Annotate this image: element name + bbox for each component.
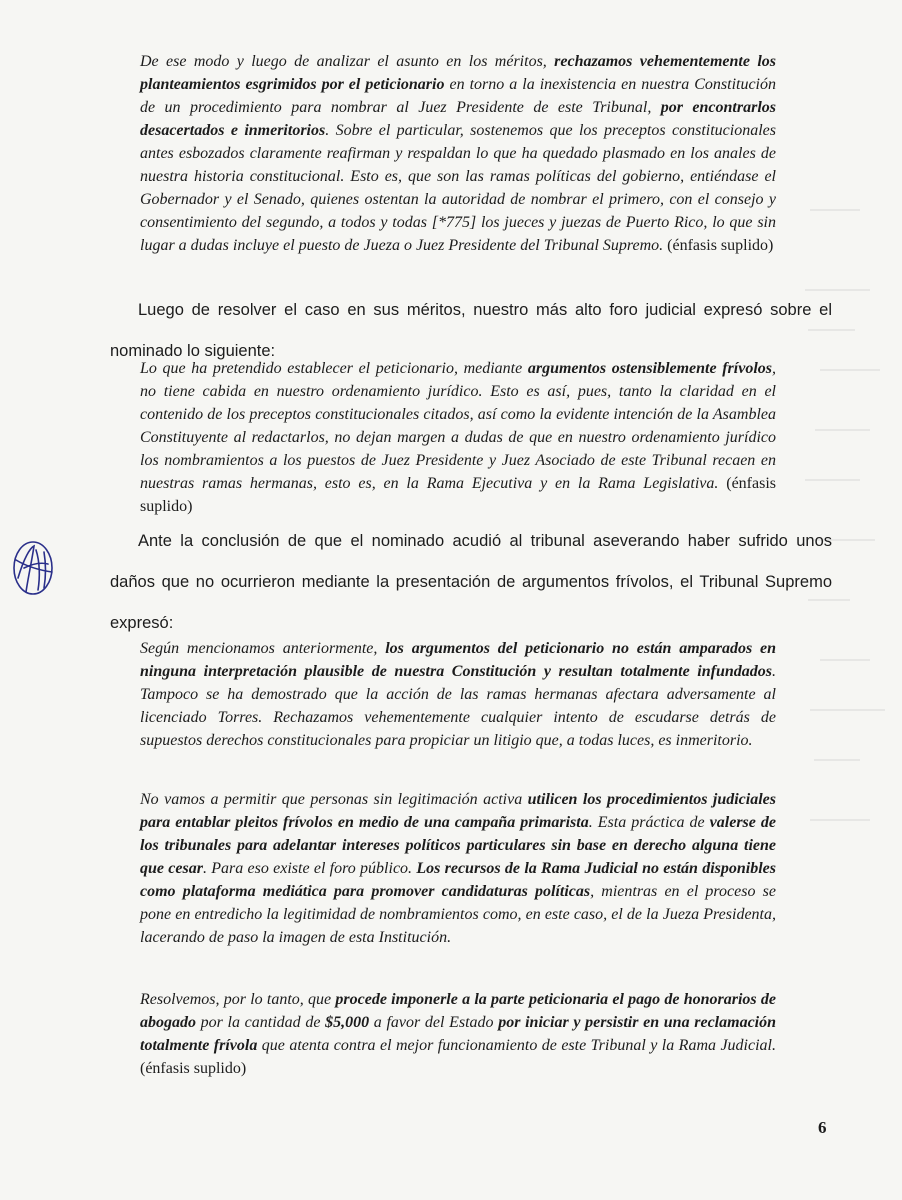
body-paragraph-1: Luego de resolver el caso en sus méritos, nuestro más alto foro judicial expresó sobre el nominado lo siguiente: — [110, 301, 832, 360]
block-quote-5: Resolvemos, por lo tanto, que procede imponerle a la parte peticionaria el pago de honorarios de abogado por la cantidad de $5,000 a favor del Estado por iniciar y persistir en una reclamación totalmente frívola que atenta contra el mejor funcionamiento de este Tribunal y la Rama Judicial. (énfasis suplido) — [140, 991, 777, 1077]
signature-initials — [10, 538, 56, 598]
bleed-through-marks — [800, 60, 900, 960]
block-quote-4: No vamos a permitir que personas sin legitimación activa utilicen los procedimientos judiciales para entablar pleitos frívolos en medio de una campaña primarista. Esta práctica de valerse de los tribunales para adelantar intereses políticos particulares sin base en derecho alguna tiene que cesar. Para eso existe el foro público. Los recursos de la Rama Judicial no están disponibles como plataforma mediática para promover candidaturas políticas, mientras en el proceso se pone en entredicho la legitimidad de nombramientos como, en este caso, el de la Jueza Presidenta, lacerando de paso la imagen de esta Institución. — [140, 791, 777, 946]
body-paragraph-2: Ante la conclusión de que el nominado acudió al tribunal aseverando haber sufrido unos daños que no ocurrieron mediante la presentación de argumentos frívolos, el Tribunal Supremo expresó: — [110, 532, 832, 632]
block-quote-3: Según mencionamos anteriormente, los argumentos del peticionario no están amparados en ninguna interpretación plausible de nuestra Constitución y resultan totalmente infundados. Tampoco se ha demostrado que la acción de las ramas hermanas afectara adversamente al licenciado Torres. Rechazamos vehementemente cualquier intento de escudarse detrás de supuestos derechos constitucionales para propiciar un litigio que, a todas luces, es inmeritorio. — [140, 640, 776, 749]
block-quote-2: Lo que ha pretendido establecer el peticionario, mediante argumentos ostensiblemente frívolos, no tiene cabida en nuestro ordenamiento jurídico. Esto es así, pues, tanto la claridad en el contenido de los preceptos constitucionales citados, así como la evidente intención de la Asamblea Constituyente al redactarlos, no dejan margen a dudas de que en nuestro ordenamiento jurídico los nombramientos a los puestos de Juez Presidente y Juez Asociado de este Tribunal recaen en nuestras ramas hermanas, esto es, en la Rama Ejecutiva y en la Rama Legislativa. (énfasis suplido) — [140, 360, 776, 515]
emphasis-note: (énfasis suplido) — [663, 237, 774, 254]
page-number: 6 — [818, 1118, 827, 1137]
emphasis-note: (énfasis suplido) — [140, 475, 776, 515]
block-quote-1: De ese modo y luego de analizar el asunto en los méritos, rechazamos vehementemente los planteamientos esgrimidos por el peticionario en torno a la inexistencia en nuestra Constitución de un procedimiento para nombrar al Juez Presidente de este Tribunal, por encontrarlos desacertados e inmeritorios. Sobre el particular, sostenemos que los preceptos constitucionales antes esbozados claramente reafirman y respaldan lo que ha quedado plasmado en los anales de nuestra historia constitucional. Esto es, que son las ramas políticas del gobierno, entiéndase el Gobernador y el Senado, quienes ostentan la autoridad de nombrar el primero, con el consejo y consentimiento del segundo, a todos y todas [*775] los jueces y juezas de Puerto Rico, lo que sin lugar a dudas incluye el puesto de Jueza o Juez Presidente del Tribunal Supremo. (énfasis suplido) — [140, 53, 777, 254]
emphasis-note: (énfasis suplido) — [140, 1060, 247, 1077]
